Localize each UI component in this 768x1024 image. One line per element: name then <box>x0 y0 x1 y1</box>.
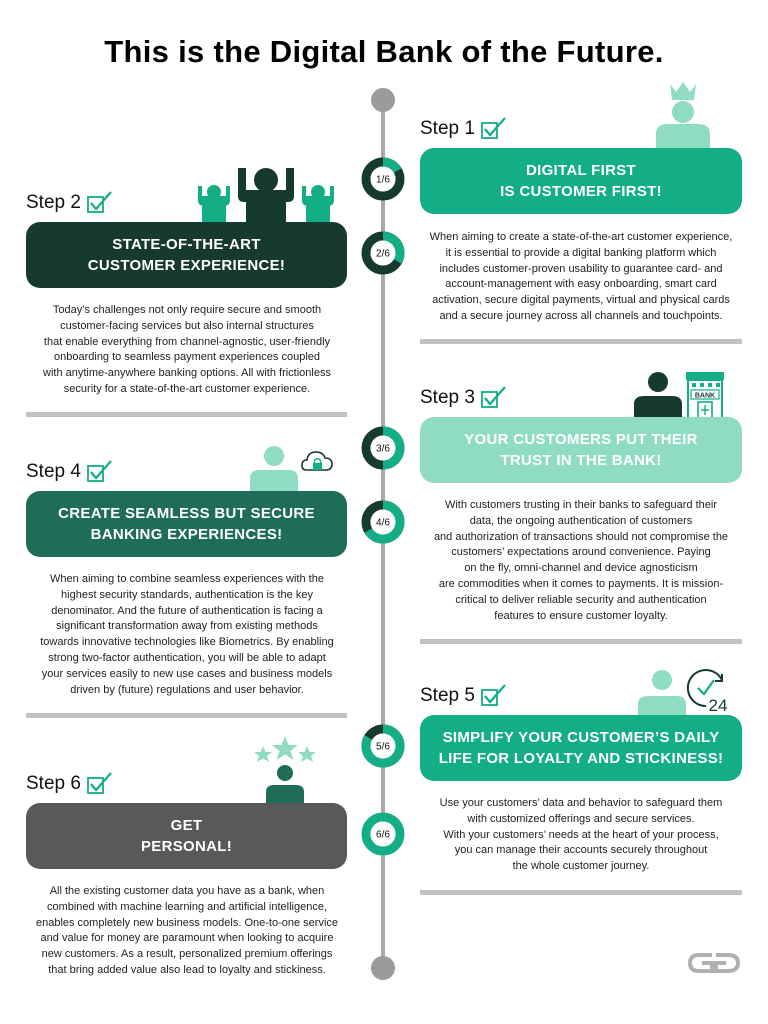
description-line: security for a state-of-the-art customer experience. <box>63 382 311 395</box>
description-line: highest security standards, authentication is the key <box>61 588 313 601</box>
banner-heading-line: CUSTOMER EXPERIENCE! <box>87 257 286 274</box>
description-line: features to ensure customer loyalty. <box>494 609 668 622</box>
banner-heading-line: PERSONAL! <box>140 838 233 855</box>
description-line: data, the ongoing authentication of customers <box>469 514 693 527</box>
step-label-text: Step 6 <box>26 773 81 794</box>
description-line: account-management with easy onboarding, smart card <box>445 278 717 291</box>
step-label-text: Step 2 <box>26 192 81 213</box>
description-line: and a secure journey across all channels and touchpoints. <box>439 309 723 322</box>
description-line: with customized offerings and secure services. <box>467 812 695 825</box>
step-2-label <box>26 190 113 214</box>
step-label-text: Step 3 <box>420 387 475 408</box>
banner-heading-line: LIFE FOR LOYALTY AND STICKINESS! <box>438 750 724 767</box>
description-line: the whole customer journey. <box>512 860 650 873</box>
checkbox-check-icon <box>481 683 507 707</box>
checkbox-check-icon <box>87 771 113 795</box>
progress-circle-2 <box>361 231 405 275</box>
step-5-banner <box>420 715 742 781</box>
banner-heading-line: DIGITAL FIRST <box>525 162 636 179</box>
cheering-people-icon <box>192 166 340 224</box>
step-3-banner <box>420 417 742 483</box>
step-2-description <box>14 303 360 398</box>
clock-24-text: 24 <box>708 696 728 715</box>
description-line: Use your customers’ data and behavior to safeguard them <box>439 797 723 809</box>
step-6-label <box>26 771 113 795</box>
step-1-banner <box>420 148 742 214</box>
description-line: strong two-factor authentication, you will be able to adapt <box>48 651 326 664</box>
step-1-label <box>420 116 507 140</box>
person-with-24h-clock-icon <box>636 668 732 718</box>
person-and-bank-icon <box>632 370 726 418</box>
progress-label: 3/6 <box>376 443 390 455</box>
description-line: are commodities when it comes to payments. It is mission- <box>438 577 724 590</box>
step-6-banner <box>26 803 347 869</box>
banner-heading-line: BANKING EXPERIENCES! <box>90 526 283 543</box>
progress-circle-3 <box>361 426 405 470</box>
step-3-divider <box>420 639 742 644</box>
description-line: your services easily to new use cases and business models <box>41 667 333 680</box>
description-line: denominator. And the future of authentication is facing a <box>51 604 323 617</box>
description-line: and value for money are paramount when looking to acquire <box>40 932 334 945</box>
description-line: With customers trusting in their banks to safeguard their <box>444 499 718 511</box>
progress-circle-1 <box>361 157 405 201</box>
description-line: Today’s challenges not only require secure and smooth <box>52 304 322 316</box>
description-line: driven by (future) regulations and user behavior. <box>70 683 304 696</box>
description-line: towards innovative technologies like Biometrics. By enabling <box>40 636 334 649</box>
description-line: with anytime-anywhere banking options. All with frictionless <box>43 367 331 380</box>
progress-label: 5/6 <box>376 741 390 753</box>
description-line: customers’ expectations around convenience. Paying <box>451 546 711 559</box>
description-line: includes customer-proven usability to guarantee card- and <box>439 262 723 275</box>
step-4-label <box>26 459 113 483</box>
step-label-text: Step 5 <box>420 685 475 706</box>
progress-circle-4 <box>361 500 405 544</box>
banner-heading-line: YOUR CUSTOMERS PUT THEIR <box>464 431 698 448</box>
page-title: This is the Digital Bank of the Future. <box>104 34 664 69</box>
description-line: on the fly, omni-channel and device agnosticism <box>464 562 698 575</box>
step-5-description <box>408 796 754 875</box>
description-line: When aiming to create a state-of-the-art customer experience, <box>429 231 733 243</box>
checkbox-check-icon <box>87 459 113 483</box>
description-line: it is essential to provide a digital banking platform which <box>445 246 717 259</box>
banner-heading-line: CREATE SEAMLESS BUT SECURE <box>58 505 315 522</box>
step-label-text: Step 1 <box>420 118 475 139</box>
bank-sign-text: BANK <box>694 392 716 400</box>
step-6-description <box>14 884 360 979</box>
person-with-stars-icon <box>252 736 318 804</box>
banner-heading-line: SIMPLIFY YOUR CUSTOMER’S DAILY <box>442 729 720 746</box>
timeline-end-dot <box>371 956 395 980</box>
description-line: new customers. As a result, personalized premium offerings <box>41 948 333 961</box>
description-line: customer-facing services but also internal structures <box>60 319 314 332</box>
gd-logo-icon <box>686 951 742 975</box>
banner-heading-line: STATE-OF-THE-ART <box>112 236 261 253</box>
description-line: When aiming to combine seamless experiences with the <box>50 573 324 585</box>
banner-heading-line: GET <box>170 817 203 834</box>
progress-circle-5 <box>361 724 405 768</box>
step-4-divider <box>26 713 347 718</box>
description-line: critical to deliver reliable security and authentication <box>455 593 707 606</box>
progress-label: 4/6 <box>376 517 390 529</box>
banner-heading-line: TRUST IN THE BANK! <box>500 452 662 469</box>
step-5-label <box>420 683 507 707</box>
step-3-description <box>408 498 754 624</box>
description-line: that bring added value also lead to loyalty and stickiness. <box>48 963 326 976</box>
description-line: activation, secure digital payments, virtual and physical cards <box>432 294 730 307</box>
description-line: onboarding to seamless payment experiences coupled <box>54 351 320 364</box>
description-line: significant transformation away from existing methods <box>56 620 318 633</box>
step-2-banner <box>26 222 347 288</box>
timeline-start-dot <box>371 88 395 112</box>
description-line: you can manage their accounts securely throughout <box>454 844 708 857</box>
checkbox-check-icon <box>481 116 507 140</box>
step-1-divider <box>420 339 742 344</box>
step-4-description <box>14 572 360 698</box>
person-with-secure-cloud-icon <box>248 444 338 492</box>
progress-circle-6 <box>361 812 405 856</box>
person-with-crown-icon <box>648 78 718 150</box>
description-line: and authorization of transactions should not compromise the <box>433 530 729 543</box>
progress-label: 6/6 <box>376 829 390 841</box>
step-1-description <box>408 230 754 325</box>
description-line: enables completely new business models. One-to-one service <box>35 916 339 929</box>
step-2-divider <box>26 412 347 417</box>
step-3-label <box>420 385 507 409</box>
description-line: that enable everything from channel-agnostic, user-friendly <box>43 335 331 348</box>
progress-label: 1/6 <box>376 174 390 186</box>
description-line: With your customers’ needs at the heart of your process, <box>443 828 719 841</box>
checkbox-check-icon <box>87 190 113 214</box>
step-5-divider <box>420 890 742 895</box>
description-line: combined with machine learning and artificial intelligence, <box>46 900 328 913</box>
step-4-banner <box>26 491 347 557</box>
banner-heading-line: IS CUSTOMER FIRST! <box>500 183 662 200</box>
step-label-text: Step 4 <box>26 461 81 482</box>
description-line: All the existing customer data you have as a bank, when <box>49 885 325 897</box>
checkbox-check-icon <box>481 385 507 409</box>
progress-label: 2/6 <box>376 248 390 260</box>
